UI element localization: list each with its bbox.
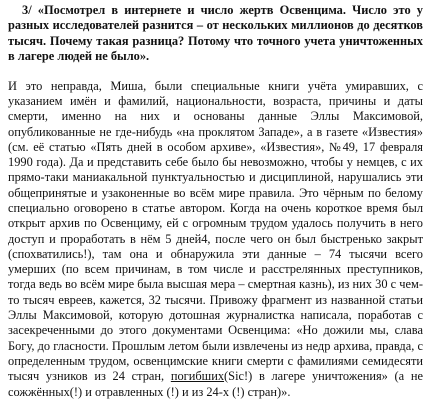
answer-text-before: И это неправда, Миша, были специальные книги учёта умиравших, с указанием имён и фамилий, национальности, возраста, причины и даты смерти, именно на них и основаны данные Эллы Максимовой, опубликованные не где-нибудь «на проклятом Западе», а в газете «Известия» (см. её статью «Пять дней в особом архиве», «Известия», №49, 17 февраля 1990 года). Да и представить себе было бы невозможно, чтобы у немцев, с их прямо-таки маниакальной пунктуальностью и дисциплиной, нарушались эти общепринятые и узаконенные во всём мире правила. Это чёрным по белому специально оговорено в статье автором. Когда на очень короткое время был открыт архив по Освенциму, ей с огромным трудом удалось получить в него доступ и проработать в нём 5 дней4, после чего он был быстренько закрыт (спохватились!), там она и обнаружила эти данные – 74 тысячи всего умерших (по всем причинам, в том числе и расстрелянных преступников, тогда ведь во всём мире была высшая мера – смертная казнь), из них 30 с чем-то тысяч евреев, кажется, 32 тысячи. Привожу фрагмент из названной статьи Эллы Максимовой, которую дотошная журналистка написала, поработав с засекреченными до этого документами Освенцима: «Но дожили мы, слава Богу, до гласности. Прошлым летом были извлечены из недр архива, правда, с определенным трудом, освенцимские книги смерти с фамилиями семидесяти тысяч узников из 24 стран,	[8, 78, 423, 384]
answer-text-after: (Sic!) в лагере уничтожения» (а не сожжённых(!) и отравленных (!) и из 24-х (!) стран)».	[8, 369, 423, 399]
question-paragraph: 3/ «Посмотрел в интернете и число жертв Освенцима. Число это у разных исследователей разнится – от нескольких миллионов до десятков тысяч. Почему такая разница? Потому что точного учета уничтоженных в лагере людей не было».	[8, 3, 423, 64]
underlined-word: погибших	[170, 369, 225, 384]
answer-paragraph	[8, 79, 423, 400]
